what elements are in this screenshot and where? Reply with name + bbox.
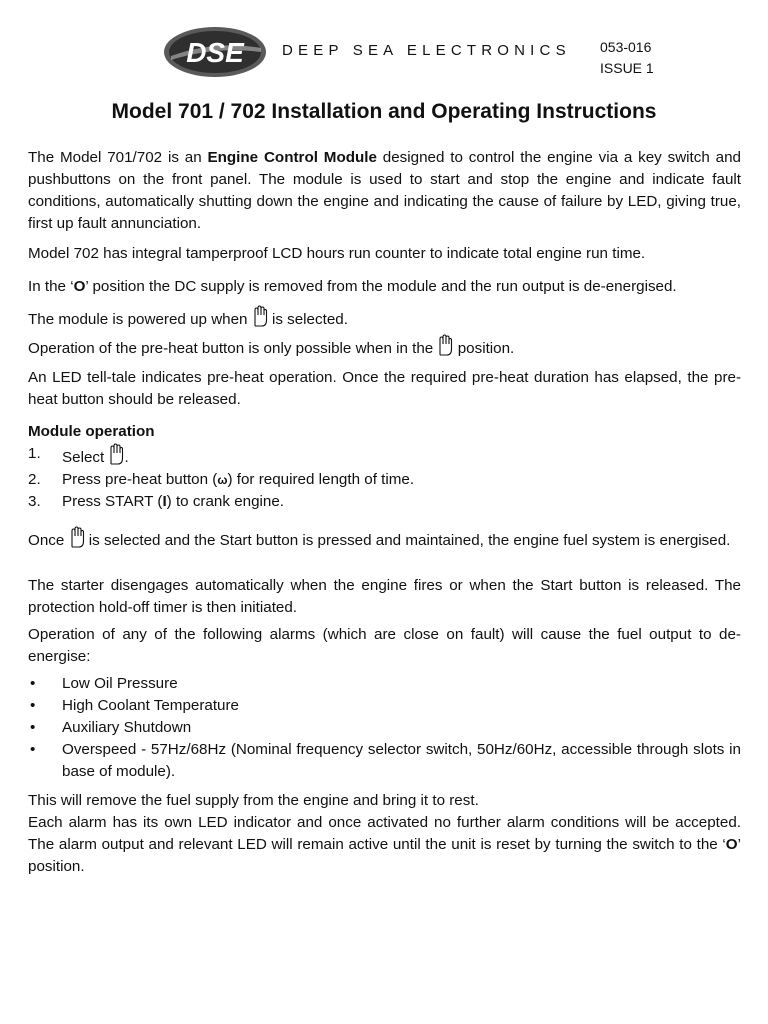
doc-number: 053-016 bbox=[600, 39, 652, 55]
starter-paragraph: The starter disengages automatically when the engine fires or when the Start button is released. The protection hold-off timer is then initiated. bbox=[28, 577, 741, 616]
intro-paragraph: The Model 701/702 is an Engine Control Module designed to control the engine via a key switch and pushbuttons on the front panel. The module is used to start and stop the engine and indicate fault conditions, automatically shutting down the engine and indicating the cause of failure by LED, giving true, first up fault annunciation. bbox=[28, 149, 741, 232]
page-title: Model 701 / 702 Installation and Operating Instructions bbox=[111, 100, 657, 123]
module-operation-heading: Module operation bbox=[28, 423, 155, 440]
document-reference bbox=[600, 37, 654, 79]
step-item: 1. Select . bbox=[28, 445, 129, 466]
once-paragraph: Once is selected and the Start button is pressed and maintained, the engine fuel system is energised. bbox=[28, 526, 741, 552]
hand-icon bbox=[69, 526, 85, 548]
hand-icon bbox=[108, 443, 124, 465]
alarm-item: • Auxiliary Shutdown bbox=[30, 719, 192, 736]
led-telltale-paragraph: An LED tell-tale indicates pre-heat operation. Once the required pre-heat duration has elapsed, the pre-heat button should be released. bbox=[28, 369, 741, 408]
company-name: DEEP SEA ELECTRONICS bbox=[282, 42, 571, 59]
model702-paragraph: Model 702 has integral tamperproof LCD hours run counter to indicate total engine run time. bbox=[28, 245, 646, 262]
hand-icon bbox=[252, 305, 268, 327]
alarm-item: • Overspeed - 57Hz/68Hz (Nominal frequency selector switch, 50Hz/60Hz, accessible through slots in base of module). bbox=[30, 741, 741, 780]
closing-paragraph-1: This will remove the fuel supply from the engine and bring it to rest. bbox=[28, 792, 479, 809]
step-item: 3. Press START (I) to crank engine. bbox=[28, 493, 285, 510]
alarms-intro-paragraph: Operation of any of the following alarms (which are close on fault) will cause the fuel output to de-energise: bbox=[28, 626, 741, 665]
step-item: 2. Press pre-heat button (ω) for required length of time. bbox=[28, 469, 741, 491]
issue-number: ISSUE 1 bbox=[600, 60, 654, 76]
o-position-paragraph: In the ‘O’ position the DC supply is removed from the module and the run output is de-energised. bbox=[28, 278, 677, 295]
alarm-item: • Low Oil Pressure bbox=[30, 675, 178, 692]
closing-paragraph-2: Each alarm has its own LED indicator and once activated no further alarm conditions will be accepted. The alarm output and relevant LED will remain active until the unit is reset by turning the switch to the ‘O’ position. bbox=[28, 814, 741, 875]
logo-text: DSE bbox=[186, 37, 244, 68]
intro-bold: Engine Control Module bbox=[207, 149, 377, 166]
hand-icon bbox=[437, 334, 453, 356]
dse-logo bbox=[163, 26, 267, 78]
preheat-symbol: ω bbox=[217, 473, 228, 487]
preheat-operation-paragraph: Operation of the pre-heat button is only possible when in the position. bbox=[28, 334, 741, 360]
powered-paragraph: The module is powered up when is selected. bbox=[28, 305, 741, 331]
alarm-item: • High Coolant Temperature bbox=[30, 697, 240, 714]
alarms-list bbox=[28, 673, 741, 783]
module-operation-steps bbox=[28, 443, 741, 513]
